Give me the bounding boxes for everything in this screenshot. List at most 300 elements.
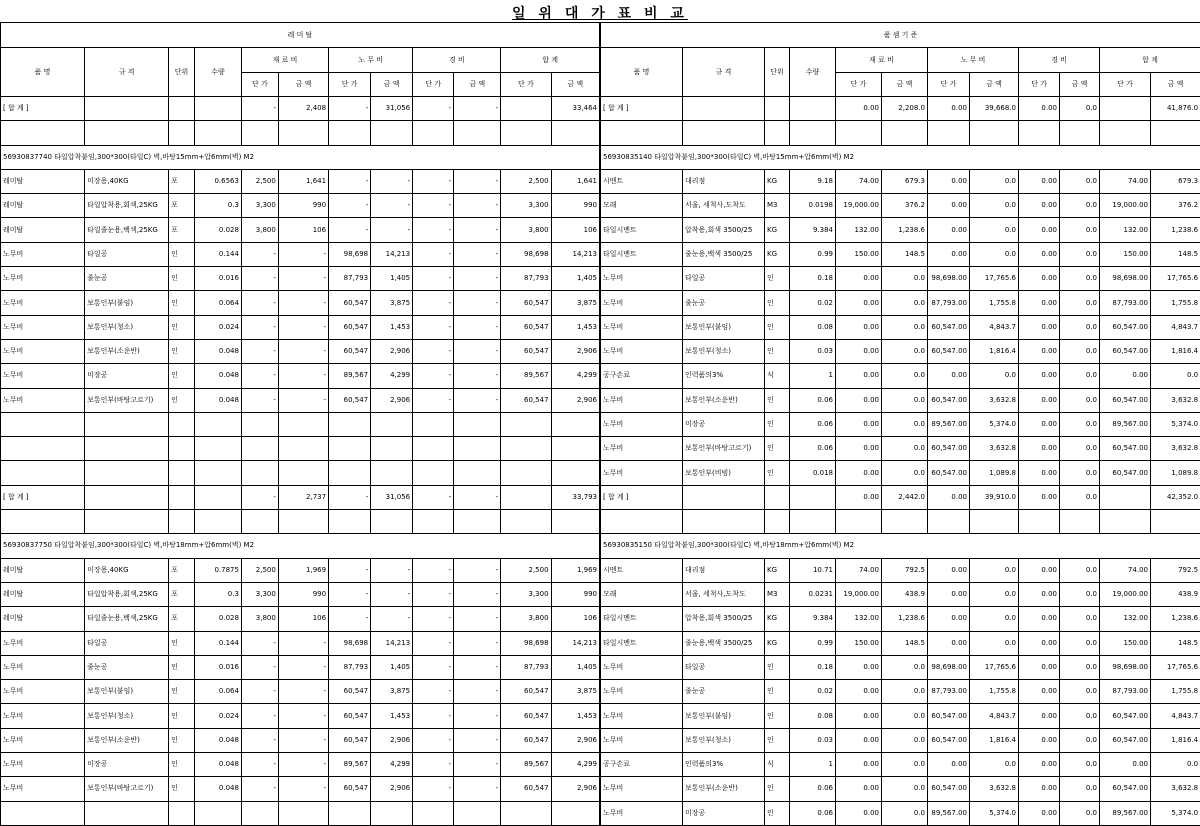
labor-unit-price: 0.00 xyxy=(928,169,970,193)
expense-amount: 0.0 xyxy=(1060,169,1100,193)
item-name: 노무비 xyxy=(601,680,683,704)
material-unit-price: 0.00 xyxy=(836,291,882,315)
sum-cell: - xyxy=(454,97,501,121)
table-row xyxy=(601,728,1200,752)
labor-unit-price: 98,698 xyxy=(329,242,371,266)
expense-amount: - xyxy=(454,631,501,655)
material-unit-price: - xyxy=(241,680,278,704)
item-unit: KG xyxy=(765,218,790,242)
table-row xyxy=(601,655,1200,679)
total-amount: 17,765.6 xyxy=(1151,655,1200,679)
material-unit-price: 0.00 xyxy=(836,315,882,339)
expense-amount: 0.0 xyxy=(1060,291,1100,315)
item-spec: 보통인부(바탕고르기) xyxy=(85,777,169,801)
header-amount: 금 액 xyxy=(1151,73,1200,97)
material-amount: 0.0 xyxy=(882,461,928,485)
expense-amount: 0.0 xyxy=(1060,315,1100,339)
total-unit-price: 87,793.00 xyxy=(1100,291,1151,315)
empty-cell xyxy=(683,121,765,145)
item-spec: 대리점 xyxy=(683,169,765,193)
empty-cell xyxy=(169,461,195,485)
sum-cell xyxy=(765,97,790,121)
expense-unit-price: 0.00 xyxy=(1019,388,1060,412)
empty-cell xyxy=(85,510,169,534)
item-spec: 보통인부(소운반) xyxy=(683,777,765,801)
labor-unit-price: 60,547.00 xyxy=(928,461,970,485)
header-amount: 금 액 xyxy=(970,73,1019,97)
blank-row xyxy=(601,121,1200,145)
total-amount: 1,969 xyxy=(551,558,599,582)
item-spec: 압착용,회색 3500/25 xyxy=(683,607,765,631)
material-amount: 0.0 xyxy=(882,753,928,777)
sum-cell xyxy=(501,97,551,121)
empty-cell xyxy=(601,510,683,534)
labor-amount: - xyxy=(371,218,413,242)
material-unit-price: 0.00 xyxy=(836,388,882,412)
labor-unit-price: 0.00 xyxy=(928,631,970,655)
sum-cell: - xyxy=(329,485,371,509)
item-unit: M3 xyxy=(765,582,790,606)
item-spec: 보통인부(붙임) xyxy=(683,704,765,728)
empty-cell xyxy=(551,437,599,461)
empty-cell xyxy=(371,412,413,436)
table-row xyxy=(601,631,1200,655)
material-amount: - xyxy=(278,753,328,777)
left-comparison-table xyxy=(0,22,600,826)
header-unit: 단위 xyxy=(765,48,790,97)
empty-cell xyxy=(413,801,454,825)
material-amount: - xyxy=(278,704,328,728)
labor-unit-price: 60,547 xyxy=(329,728,371,752)
item-spec: 보통인부(붙임) xyxy=(85,680,169,704)
labor-unit-price: - xyxy=(329,218,371,242)
total-amount: 1,641 xyxy=(551,169,599,193)
expense-amount: 0.0 xyxy=(1060,437,1100,461)
material-amount: 0.0 xyxy=(882,777,928,801)
sum-row xyxy=(1,485,600,509)
empty-cell xyxy=(169,412,195,436)
total-amount: 990 xyxy=(551,582,599,606)
item-qty: 0.064 xyxy=(194,680,241,704)
total-amount: 1,089.8 xyxy=(1151,461,1200,485)
empty-cell xyxy=(1,461,85,485)
total-amount: 376.2 xyxy=(1151,194,1200,218)
table-row xyxy=(601,291,1200,315)
expense-unit-price: 0.00 xyxy=(1019,801,1060,825)
empty-cell xyxy=(329,801,371,825)
item-code-row xyxy=(1,145,600,169)
sum-cell xyxy=(85,485,169,509)
item-spec: 보통인부(소운반) xyxy=(85,728,169,752)
item-name: 노무비 xyxy=(1,631,85,655)
labor-amount: 1,089.8 xyxy=(970,461,1019,485)
labor-amount: 2,906 xyxy=(371,388,413,412)
empty-cell xyxy=(85,121,169,145)
labor-unit-price: 89,567.00 xyxy=(928,412,970,436)
expense-amount: - xyxy=(454,218,501,242)
labor-unit-price: 60,547 xyxy=(329,315,371,339)
material-amount: 148.5 xyxy=(882,242,928,266)
expense-unit-price: - xyxy=(413,655,454,679)
expense-unit-price: - xyxy=(413,315,454,339)
expense-amount: 0.0 xyxy=(1060,461,1100,485)
empty-cell xyxy=(413,510,454,534)
empty-cell xyxy=(551,461,599,485)
sum-label: [ 합 계 ] xyxy=(1,97,85,121)
labor-amount: 0.0 xyxy=(970,582,1019,606)
item-qty: 0.06 xyxy=(790,388,836,412)
item-name: 타일시멘트 xyxy=(601,218,683,242)
sum-cell xyxy=(765,485,790,509)
item-qty: 0.99 xyxy=(790,242,836,266)
item-spec: 서울, 세척사,도착도 xyxy=(683,194,765,218)
total-amount: 792.5 xyxy=(1151,558,1200,582)
item-qty: 0.018 xyxy=(790,461,836,485)
labor-amount: 5,374.0 xyxy=(970,801,1019,825)
item-qty: 0.06 xyxy=(790,412,836,436)
item-code-row xyxy=(1,534,600,558)
total-unit-price: 3,800 xyxy=(501,218,551,242)
table-row xyxy=(601,437,1200,461)
right-comparison-table xyxy=(600,22,1200,826)
labor-amount: 1,816.4 xyxy=(970,728,1019,752)
item-unit: 포 xyxy=(169,194,195,218)
labor-unit-price: 60,547.00 xyxy=(928,315,970,339)
item-unit: KG xyxy=(765,558,790,582)
empty-cell xyxy=(278,412,328,436)
total-amount: 148.5 xyxy=(1151,631,1200,655)
item-spec: 타일공 xyxy=(683,267,765,291)
material-amount: 106 xyxy=(278,218,328,242)
labor-unit-price: 0.00 xyxy=(928,558,970,582)
empty-cell xyxy=(836,510,882,534)
labor-amount: 4,299 xyxy=(371,753,413,777)
item-unit: 인 xyxy=(765,267,790,291)
empty-cell xyxy=(329,412,371,436)
empty-cell xyxy=(501,510,551,534)
empty-cell xyxy=(551,801,599,825)
table-row xyxy=(601,680,1200,704)
empty-cell xyxy=(241,801,278,825)
sum-cell xyxy=(169,485,195,509)
total-unit-price: 60,547.00 xyxy=(1100,704,1151,728)
total-amount: 0.0 xyxy=(1151,753,1200,777)
total-amount: 1,453 xyxy=(551,704,599,728)
total-unit-price: 19,000.00 xyxy=(1100,582,1151,606)
material-amount: - xyxy=(278,728,328,752)
item-qty: 0.06 xyxy=(790,777,836,801)
expense-amount: - xyxy=(454,728,501,752)
labor-unit-price: 0.00 xyxy=(928,607,970,631)
material-amount: - xyxy=(278,631,328,655)
labor-amount: 4,843.7 xyxy=(970,315,1019,339)
expense-amount: - xyxy=(454,558,501,582)
total-amount: 1,405 xyxy=(551,267,599,291)
item-unit: 인 xyxy=(169,364,195,388)
empty-cell xyxy=(765,510,790,534)
table-row xyxy=(1,364,600,388)
labor-amount: 0.0 xyxy=(970,631,1019,655)
expense-unit-price: - xyxy=(413,631,454,655)
labor-amount: 1,755.8 xyxy=(970,680,1019,704)
item-name: 레미탈 xyxy=(1,169,85,193)
empty-cell xyxy=(501,461,551,485)
empty-cell xyxy=(1060,121,1100,145)
table-row xyxy=(1,267,600,291)
item-name: 레미탈 xyxy=(1,194,85,218)
sum-cell: - xyxy=(241,97,278,121)
material-unit-price: 0.00 xyxy=(836,680,882,704)
labor-amount: 3,632.8 xyxy=(970,437,1019,461)
item-qty: 0.08 xyxy=(790,315,836,339)
labor-amount: 0.0 xyxy=(970,242,1019,266)
empty-cell xyxy=(1151,121,1200,145)
blank-row xyxy=(1,461,600,485)
labor-amount: 0.0 xyxy=(970,364,1019,388)
labor-unit-price: 89,567 xyxy=(329,364,371,388)
labor-amount: - xyxy=(371,558,413,582)
expense-amount: 0.0 xyxy=(1060,267,1100,291)
total-amount: 1,453 xyxy=(551,315,599,339)
expense-amount: - xyxy=(454,169,501,193)
labor-unit-price: 0.00 xyxy=(928,242,970,266)
empty-cell xyxy=(1,801,85,825)
expense-amount: - xyxy=(454,388,501,412)
sum-cell: 0.00 xyxy=(836,97,882,121)
expense-unit-price: 0.00 xyxy=(1019,777,1060,801)
empty-cell xyxy=(1100,121,1151,145)
table-row xyxy=(601,169,1200,193)
table-row xyxy=(1,655,600,679)
empty-cell xyxy=(169,121,195,145)
table-row xyxy=(601,777,1200,801)
sum-label: [ 합 계 ] xyxy=(601,485,683,509)
labor-amount: 2,906 xyxy=(371,339,413,363)
item-name: 노무비 xyxy=(1,777,85,801)
labor-unit-price: 60,547.00 xyxy=(928,704,970,728)
item-unit: KG xyxy=(765,242,790,266)
empty-cell xyxy=(454,121,501,145)
table-row xyxy=(601,558,1200,582)
table-row xyxy=(601,315,1200,339)
sum-cell: 0.00 xyxy=(1019,485,1060,509)
item-unit: 인 xyxy=(765,461,790,485)
material-unit-price: 132.00 xyxy=(836,218,882,242)
empty-cell xyxy=(241,412,278,436)
labor-unit-price: 60,547.00 xyxy=(928,339,970,363)
empty-cell xyxy=(371,121,413,145)
labor-unit-price: 0.00 xyxy=(928,753,970,777)
labor-amount: - xyxy=(371,169,413,193)
sum-cell: 0.00 xyxy=(928,485,970,509)
item-qty: 0.016 xyxy=(194,655,241,679)
item-name: 노무비 xyxy=(1,339,85,363)
empty-cell xyxy=(928,121,970,145)
empty-cell xyxy=(329,121,371,145)
labor-unit-price: 98,698 xyxy=(329,631,371,655)
total-unit-price: 60,547.00 xyxy=(1100,315,1151,339)
total-amount: 106 xyxy=(551,607,599,631)
expense-amount: - xyxy=(454,777,501,801)
item-name: 노무비 xyxy=(1,388,85,412)
expense-amount: - xyxy=(454,655,501,679)
item-code-description: 56930837750 타일압착붙임,300*300(타일C) 벽,바탕18mm+압6mm(벽) M2 xyxy=(1,534,600,558)
labor-unit-price: 87,793.00 xyxy=(928,680,970,704)
section-title: 품 셈 기 준 xyxy=(601,23,1200,48)
item-qty: 0.048 xyxy=(194,777,241,801)
sum-cell xyxy=(683,97,765,121)
total-unit-price: 89,567 xyxy=(501,364,551,388)
sum-cell: 31,056 xyxy=(371,485,413,509)
empty-cell xyxy=(970,121,1019,145)
labor-amount: 3,875 xyxy=(371,680,413,704)
material-amount: - xyxy=(278,388,328,412)
item-qty: 0.3 xyxy=(194,194,241,218)
expense-unit-price: 0.00 xyxy=(1019,437,1060,461)
item-qty: 0.064 xyxy=(194,291,241,315)
sum-cell xyxy=(790,485,836,509)
sum-cell: 31,056 xyxy=(371,97,413,121)
total-unit-price: 89,567.00 xyxy=(1100,412,1151,436)
empty-cell xyxy=(169,437,195,461)
sum-cell xyxy=(1100,97,1151,121)
total-unit-price: 60,547.00 xyxy=(1100,728,1151,752)
labor-amount: - xyxy=(371,607,413,631)
empty-cell xyxy=(1151,510,1200,534)
sum-cell: - xyxy=(329,97,371,121)
empty-cell xyxy=(85,437,169,461)
table-row xyxy=(601,364,1200,388)
material-amount: 1,641 xyxy=(278,169,328,193)
total-unit-price: 150.00 xyxy=(1100,631,1151,655)
labor-amount: 1,453 xyxy=(371,315,413,339)
total-amount: 1,755.8 xyxy=(1151,680,1200,704)
item-unit: 인 xyxy=(765,801,790,825)
empty-cell xyxy=(454,412,501,436)
expense-amount: - xyxy=(454,291,501,315)
expense-unit-price: - xyxy=(413,194,454,218)
material-amount: - xyxy=(278,291,328,315)
item-unit: KG xyxy=(765,169,790,193)
total-unit-price: 87,793 xyxy=(501,655,551,679)
header-amount: 금 액 xyxy=(1060,73,1100,97)
expense-unit-price: - xyxy=(413,339,454,363)
item-name: 노무비 xyxy=(601,339,683,363)
total-unit-price: 60,547.00 xyxy=(1100,388,1151,412)
expense-unit-price: 0.00 xyxy=(1019,558,1060,582)
material-amount: 0.0 xyxy=(882,412,928,436)
total-unit-price: 60,547.00 xyxy=(1100,461,1151,485)
material-unit-price: 74.00 xyxy=(836,169,882,193)
item-spec: 압착용,회색 3500/25 xyxy=(683,218,765,242)
empty-cell xyxy=(169,510,195,534)
material-unit-price: - xyxy=(241,728,278,752)
empty-cell xyxy=(194,437,241,461)
item-unit: 인 xyxy=(169,753,195,777)
total-amount: 990 xyxy=(551,194,599,218)
total-unit-price: 98,698 xyxy=(501,242,551,266)
item-name: 노무비 xyxy=(601,388,683,412)
item-code-description: 56930835140 타일압착붙임,300*300(타일C) 벽,바탕15mm+압6mm(벽) M2 xyxy=(601,145,1200,169)
labor-unit-price: 98,698.00 xyxy=(928,267,970,291)
item-unit: 인 xyxy=(169,267,195,291)
table-row xyxy=(1,728,600,752)
item-code-row xyxy=(601,145,1200,169)
header-unit-price: 단 가 xyxy=(836,73,882,97)
labor-amount: 1,405 xyxy=(371,655,413,679)
total-unit-price: 74.00 xyxy=(1100,169,1151,193)
header-amount: 금 액 xyxy=(882,73,928,97)
material-amount: 438.9 xyxy=(882,582,928,606)
total-unit-price: 60,547 xyxy=(501,704,551,728)
expense-unit-price: 0.00 xyxy=(1019,655,1060,679)
item-qty: 0.028 xyxy=(194,218,241,242)
expense-amount: 0.0 xyxy=(1060,242,1100,266)
expense-unit-price: 0.00 xyxy=(1019,315,1060,339)
item-qty: 0.18 xyxy=(790,655,836,679)
table-row xyxy=(1,315,600,339)
total-unit-price: 74.00 xyxy=(1100,558,1151,582)
expense-unit-price: 0.00 xyxy=(1019,607,1060,631)
total-amount: 2,906 xyxy=(551,777,599,801)
table-row xyxy=(601,267,1200,291)
header-amount: 금 액 xyxy=(371,73,413,97)
total-unit-price: 87,793 xyxy=(501,267,551,291)
item-name: 공구손료 xyxy=(601,753,683,777)
expense-amount: 0.0 xyxy=(1060,218,1100,242)
total-unit-price: 60,547 xyxy=(501,339,551,363)
table-row xyxy=(1,194,600,218)
header-qty: 수량 xyxy=(790,48,836,97)
labor-unit-price: 87,793.00 xyxy=(928,291,970,315)
material-amount: 0.0 xyxy=(882,680,928,704)
empty-cell xyxy=(454,510,501,534)
item-spec: 미장공 xyxy=(683,801,765,825)
empty-cell xyxy=(329,510,371,534)
material-amount: 376.2 xyxy=(882,194,928,218)
sum-cell: 0.0 xyxy=(1060,97,1100,121)
item-name: 레미탈 xyxy=(1,607,85,631)
empty-cell xyxy=(371,461,413,485)
expense-unit-price: 0.00 xyxy=(1019,339,1060,363)
item-unit: 포 xyxy=(169,169,195,193)
item-unit: 인 xyxy=(765,655,790,679)
material-amount: - xyxy=(278,242,328,266)
item-spec: 타일줄눈용,백색,25KG xyxy=(85,607,169,631)
empty-cell xyxy=(790,121,836,145)
blank-row xyxy=(1,412,600,436)
item-name: 레미탈 xyxy=(1,558,85,582)
total-amount: 2,906 xyxy=(551,388,599,412)
material-amount: 106 xyxy=(278,607,328,631)
expense-unit-price: - xyxy=(413,704,454,728)
item-unit: 인 xyxy=(169,315,195,339)
item-name: 노무비 xyxy=(601,412,683,436)
item-spec: 보통인부(청소) xyxy=(85,315,169,339)
empty-cell xyxy=(551,510,599,534)
total-unit-price: 60,547 xyxy=(501,388,551,412)
material-amount: 0.0 xyxy=(882,437,928,461)
expense-unit-price: 0.00 xyxy=(1019,194,1060,218)
item-qty: 0.18 xyxy=(790,267,836,291)
item-unit: KG xyxy=(765,607,790,631)
expense-unit-price: - xyxy=(413,291,454,315)
empty-cell xyxy=(413,437,454,461)
total-amount: 14,213 xyxy=(551,242,599,266)
expense-unit-price: 0.00 xyxy=(1019,704,1060,728)
expense-unit-price: 0.00 xyxy=(1019,728,1060,752)
labor-unit-price: 0.00 xyxy=(928,194,970,218)
